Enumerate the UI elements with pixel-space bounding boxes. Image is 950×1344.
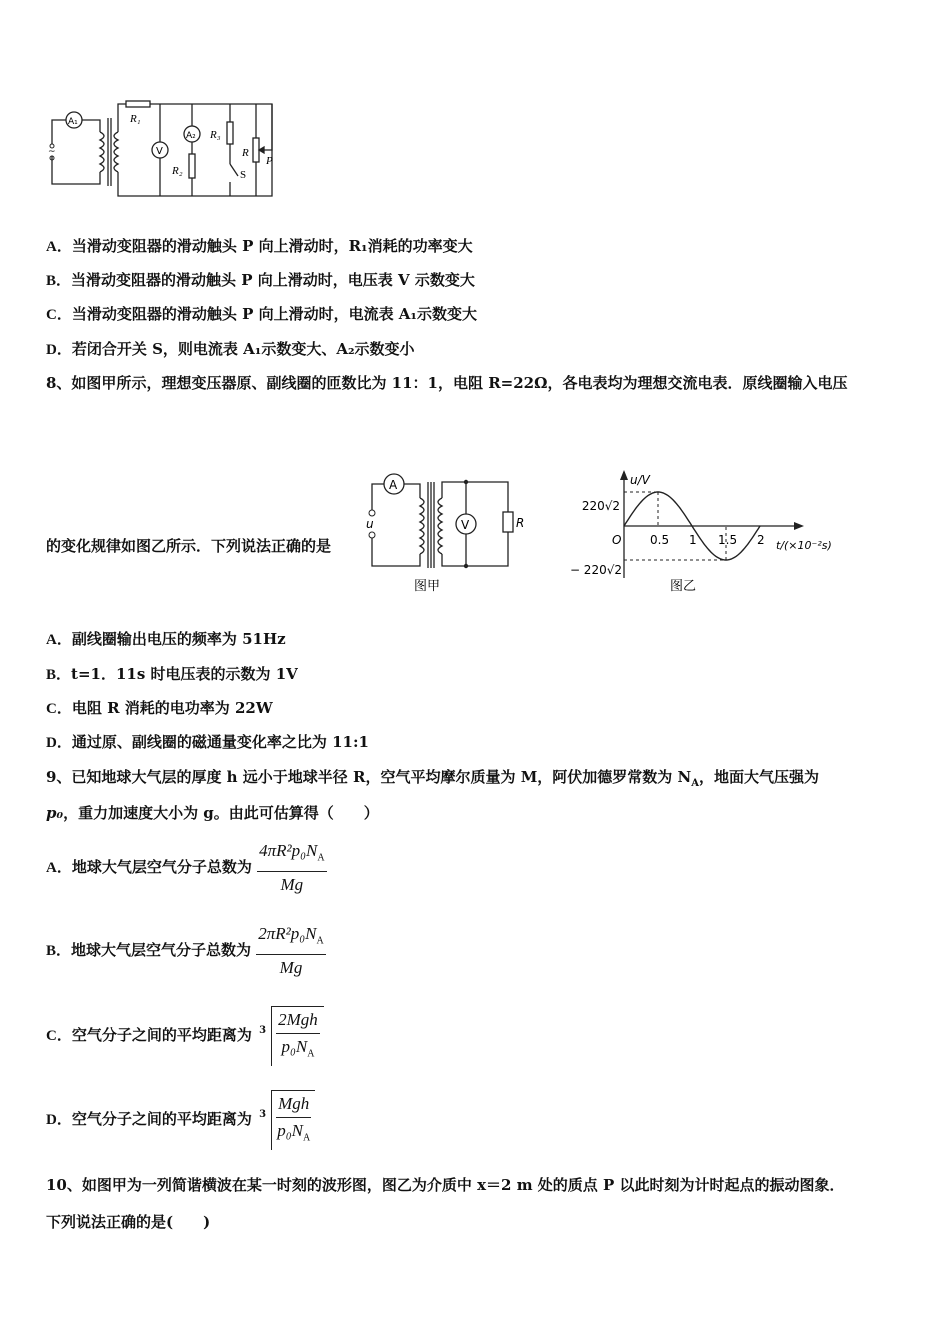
q9-option-c-formula: 3 $\frac{\text{2Mgh}}{p_0N_A}$ [257,1006,324,1065]
q8-option-b: B．t=1．11s 时电压表的示数为 1V [46,665,298,683]
q9-option-d-formula: 3 $\frac{\text{Mgh}}{p_0N_A}$ [257,1090,315,1149]
q8-option-c: C．电阻 R 消耗的电功率为 22W [46,699,273,717]
q9-option-c: C．空气分子之间的平均距离为 3 $\frac{\text{2Mgh}}{p_0N_A}$ [46,1005,324,1066]
q8-option-d: D．通过原、副线圈的磁通量变化率之比为 11:1 [46,733,369,751]
chart-x-tick-label: 2 [757,533,765,547]
chart-point [742,549,743,550]
chart-x-arrow [794,522,804,530]
q7-option-c: C．当滑动变阻器的滑动触头 P 向上滑动时，电流表 A₁示数变大 [46,305,478,323]
q8-figb-caption: 图乙 [670,579,697,594]
q9-option-d: D．空气分子之间的平均距离为 3 $\frac{\text{Mgh}}{p_0N_A}$ [46,1089,315,1150]
q8-figa-u-label: u [366,517,374,531]
q9-option-b: B．地球大气层空气分子总数为 $\frac{2\pi R^2p_0N_A}{Mg}$ [46,924,324,978]
chart-point [657,491,658,492]
q9-option-b-formula: $\frac{2\pi R^2p_0N_A}{Mg}$ [258,924,324,978]
chart-x-label: t/(×10⁻²s) [776,539,832,552]
q7-r-label: R [242,147,249,159]
chart-y-label: u/V [630,473,650,487]
q8-figa-r-label: R [516,516,525,530]
q8-figa-voltmeter-label: V [461,518,470,532]
q7-circuit-diagram [44,96,284,206]
chart-y-tick-top: 220√2 [581,499,620,513]
q7-switch-label: S [240,169,247,181]
q7-source-label: ~ [48,147,56,157]
q7-slider-p-label: P [266,155,273,167]
q8-figure-a-transformer [362,470,532,600]
chart-x-tick-label: 0.5 [650,533,670,547]
chart-point [640,501,641,502]
q9-stem-line1: 9、已知地球大气层的厚度 h 远小于地球半径 R，空气平均摩尔质量为 M，阿伏加德罗常数为 $N_A$，地面大气压强为 [46,768,820,789]
q10-stem-line2: 下列说法正确的是( ) [46,1213,211,1231]
q9-option-a: A．地球大气层空气分子总数为 $\frac{4\pi R^2p_0N_A}{Mg}$ [46,841,325,895]
q8-figure-b-chart [560,466,860,600]
chart-x-tick-label: 1.5 [718,533,738,547]
q8-figa-ammeter-label: A [389,478,398,492]
q7-ammeter-a1-label: A₁ [68,117,78,127]
q7-voltmeter-label: V [156,146,163,157]
chart-point [759,525,760,526]
q9-option-a-formula: $\frac{4\pi R^2p_0N_A}{Mg}$ [259,841,325,895]
q7-option-b: B．当滑动变阻器的滑动触头 P 向上滑动时，电压表 V 示数变大 [46,271,475,289]
chart-origin-label: O [612,533,622,547]
chart-point [691,525,692,526]
q7-ammeter-a2-label: A₂ [186,131,196,141]
chart-point [674,501,675,502]
q9-stem-line2: p₀，重力加速度大小为 g。由此可估算得（ ） [46,804,379,822]
q10-stem-line1: 10、如图甲为一列简谐横波在某一时刻的波形图，图乙为介质中 x＝2 m 处的质点 P 以此时刻为计时起点的振动图象． [46,1176,845,1194]
q7-r1-label: R₁ [130,113,141,125]
chart-y-tick-bottom: − 220√2 [569,563,622,577]
q7-option-d: D．若闭合开关 S，则电流表 A₁示数变大、A₂示数变小 [46,340,415,358]
chart-point [623,525,624,526]
q8-stem-line2: 的变化规律如图乙所示．下列说法正确的是 [46,537,332,555]
q8-stem-line1: 8、如图甲所示，理想变压器原、副线圈的匝数比为 11：1，电阻 R=22Ω，各电表均为理想交流电表．原线圈输入电压 [46,374,848,392]
q7-r2-label: R₂ [172,165,183,177]
chart-point [725,559,726,560]
chart-x-tick-label: 1 [689,533,697,547]
q7-r3-label: R₃ [210,129,221,141]
q7-option-a: A．当滑动变阻器的滑动触头 P 向上滑动时，R₁消耗的功率变大 [46,237,473,255]
q8-figa-caption: 图甲 [414,579,441,594]
chart-point [708,549,709,550]
q8-option-a: A．副线圈输出电压的频率为 51Hz [46,630,286,648]
chart-y-arrow [620,470,628,480]
